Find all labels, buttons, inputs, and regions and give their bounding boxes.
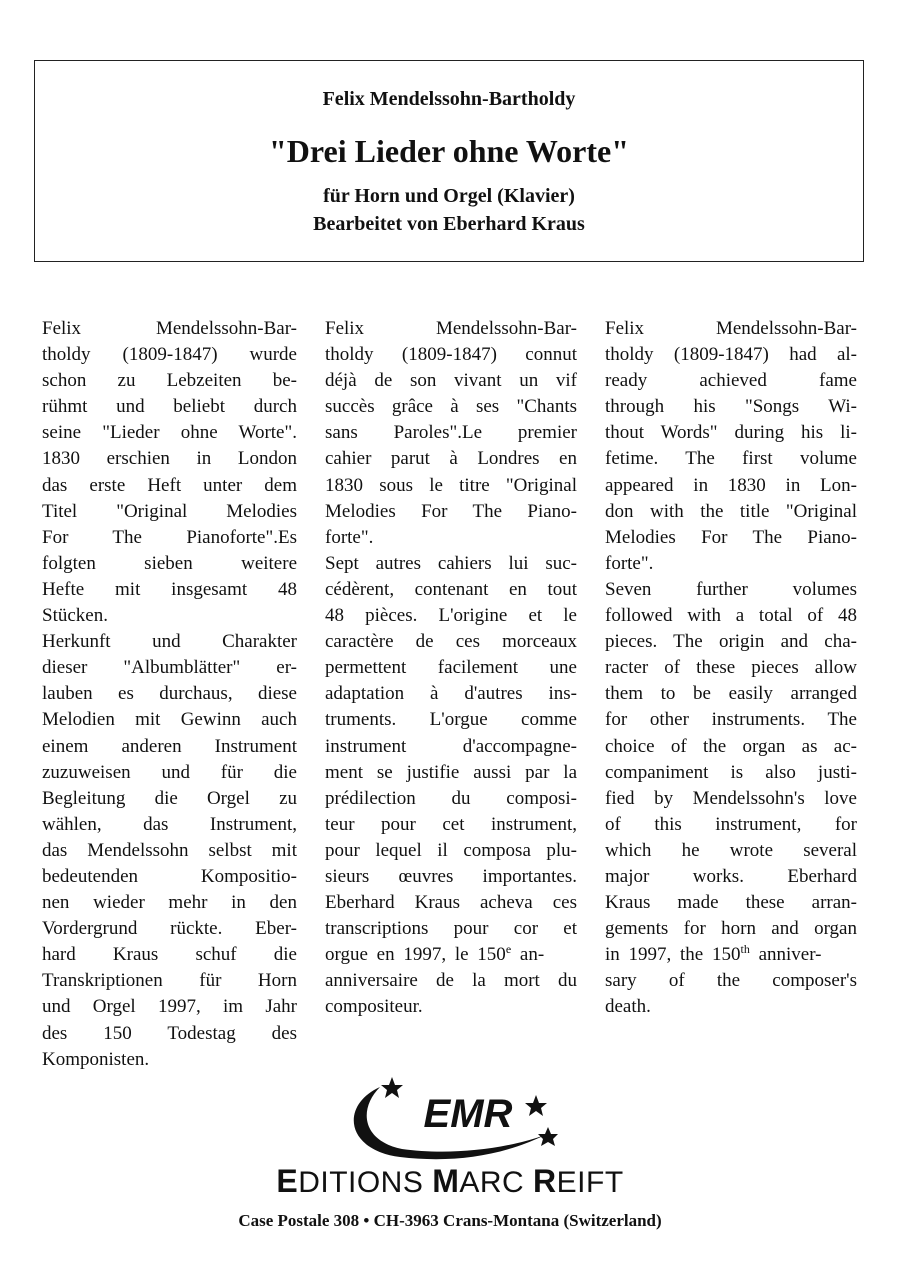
- text-line: 1830 erschien in London: [42, 448, 297, 470]
- text-line: 1830 sous le titre "Original: [325, 474, 577, 496]
- english-text-column: [605, 316, 857, 1021]
- text-line: folgten sieben weitere: [42, 552, 297, 574]
- text-line: anniversaire de la mort du: [325, 970, 577, 992]
- text-line: ment se justifie aussi par la: [325, 761, 577, 783]
- text-line: of this instrument, for: [605, 813, 857, 835]
- text-line: einem anderen Instrument: [42, 735, 297, 757]
- text-line: Begleitung die Orgel zu: [42, 787, 297, 809]
- text-line: Sept autres cahiers lui suc-: [325, 552, 577, 574]
- text-line: gements for horn and organ: [605, 918, 857, 940]
- text-line: Felix Mendelssohn-Bar-: [325, 318, 577, 339]
- text-line: fetime. The first volume: [605, 448, 857, 470]
- text-line: pour lequel il composa plu-: [325, 839, 577, 861]
- text-line: Felix Mendelssohn-Bar-: [42, 318, 297, 339]
- text-line: ready achieved fame: [605, 370, 857, 392]
- text-line: bedeutenden Kompositio-: [42, 865, 297, 887]
- text-line: appeared in 1830 in Lon-: [605, 474, 857, 496]
- text-line: Felix Mendelssohn-Bar-: [605, 318, 857, 339]
- instrumentation: für Horn und Orgel (Klavier): [323, 185, 575, 207]
- text-line: des 150 Todestag des: [42, 1022, 297, 1044]
- logo-text: EMR: [423, 1092, 513, 1136]
- text-line: through his "Songs Wi-: [605, 396, 857, 418]
- text-line: Komponisten.: [42, 1048, 150, 1070]
- title-box: [34, 60, 864, 262]
- text-line: Melodien mit Gewinn auch: [42, 709, 297, 731]
- emr-logo: [340, 1075, 570, 1165]
- text-line: Melodies For The Piano-: [325, 500, 577, 522]
- text-line: fied by Mendelssohn's love: [605, 787, 857, 809]
- german-text-column: [42, 316, 297, 1073]
- text-line: hard Kraus schuf die: [42, 944, 297, 966]
- text-line: which he wrote several: [605, 839, 857, 861]
- text-line: For The Pianoforte".Es: [42, 526, 297, 548]
- text-line: wählen, das Instrument,: [42, 813, 297, 835]
- text-line: transcriptions pour cor et: [325, 918, 577, 940]
- text-line: compositeur.: [325, 996, 423, 1018]
- text-line: don with the title "Original: [605, 500, 857, 522]
- text-line: followed with a total of 48: [605, 605, 857, 627]
- text-line: tholdy (1809-1847) wurde: [42, 344, 297, 366]
- text-line: permettent facilement une: [325, 657, 577, 679]
- text-line: nen wieder mehr in den: [42, 892, 297, 914]
- text-line: thout Words" during his li-: [605, 422, 857, 444]
- arranger-credit: Bearbeitet von Eberhard Kraus: [313, 213, 585, 235]
- text-line: sary of the composer's: [605, 970, 857, 992]
- publisher-address: Case Postale 308 • CH-3963 Crans-Montana (Switzerland): [238, 1211, 662, 1230]
- text-line: orgue en 1997, le 150e an-: [325, 942, 545, 966]
- text-line: seine "Lieder ohne Worte".: [42, 422, 297, 444]
- french-text-column: [325, 316, 577, 1021]
- text-line: Titel "Original Melodies: [42, 500, 297, 522]
- text-line: choice of the organ as ac-: [605, 735, 857, 757]
- text-line: instrument d'accompagne-: [325, 735, 577, 757]
- text-line: Stücken.: [42, 605, 108, 627]
- text-line: sieurs œuvres importantes.: [325, 865, 577, 887]
- text-line: zuzuweisen und für die: [42, 761, 297, 783]
- publisher-name: EDITIONS MARC REIFT: [276, 1163, 624, 1199]
- text-line: forte".: [325, 526, 374, 548]
- text-line: forte".: [605, 552, 654, 574]
- work-title: "Drei Lieder ohne Worte": [269, 133, 629, 169]
- text-line: racter of these pieces allow: [605, 657, 857, 679]
- text-line: for other instruments. The: [605, 709, 857, 731]
- text-line: das erste Heft unter dem: [42, 474, 297, 496]
- text-line: und Orgel 1997, im Jahr: [42, 996, 297, 1018]
- text-line: in 1997, the 150th anniver-: [605, 942, 822, 966]
- text-line: Melodies For The Piano-: [605, 526, 857, 548]
- text-line: déjà de son vivant un vif: [325, 370, 577, 392]
- text-line: truments. L'orgue comme: [325, 709, 577, 731]
- text-line: caractère de ces morceaux: [325, 631, 577, 653]
- text-line: prédilection du composi-: [325, 787, 577, 809]
- text-line: Hefte mit insgesamt 48: [42, 578, 297, 600]
- text-line: dieser "Albumblätter" er-: [42, 657, 297, 679]
- text-line: 48 pièces. L'origine et le: [325, 605, 577, 627]
- text-line: cédèrent, contenant en tout: [325, 578, 577, 600]
- text-line: sans Paroles".Le premier: [325, 422, 577, 444]
- composer-name: Felix Mendelssohn-Bartholdy: [322, 88, 576, 110]
- text-line: Seven further volumes: [605, 578, 857, 600]
- text-line: death.: [605, 996, 651, 1018]
- text-line: Transkriptionen für Horn: [42, 970, 297, 992]
- text-line: adaptation à d'autres ins-: [325, 683, 577, 705]
- text-line: cahier parut à Londres en: [325, 448, 577, 470]
- text-line: lauben es durchaus, diese: [42, 683, 297, 705]
- text-line: Herkunft und Charakter: [42, 631, 297, 653]
- text-line: pieces. The origin and cha-: [605, 631, 857, 653]
- text-line: Eberhard Kraus acheva ces: [325, 892, 577, 914]
- text-line: major works. Eberhard: [605, 865, 857, 887]
- text-line: tholdy (1809-1847) had al-: [605, 344, 857, 366]
- text-line: Kraus made these arran-: [605, 892, 857, 914]
- text-line: schon zu Lebzeiten be-: [42, 370, 297, 392]
- text-line: companiment is also justi-: [605, 761, 857, 783]
- text-line: Vordergrund rückte. Eber-: [42, 918, 297, 940]
- text-line: das Mendelssohn selbst mit: [42, 839, 297, 861]
- text-line: teur pour cet instrument,: [325, 813, 577, 835]
- text-line: tholdy (1809-1847) connut: [325, 344, 577, 366]
- text-line: succès grâce à ses "Chants: [325, 396, 577, 418]
- text-line: rühmt und beliebt durch: [42, 396, 297, 418]
- text-line: them to be easily arranged: [605, 683, 857, 705]
